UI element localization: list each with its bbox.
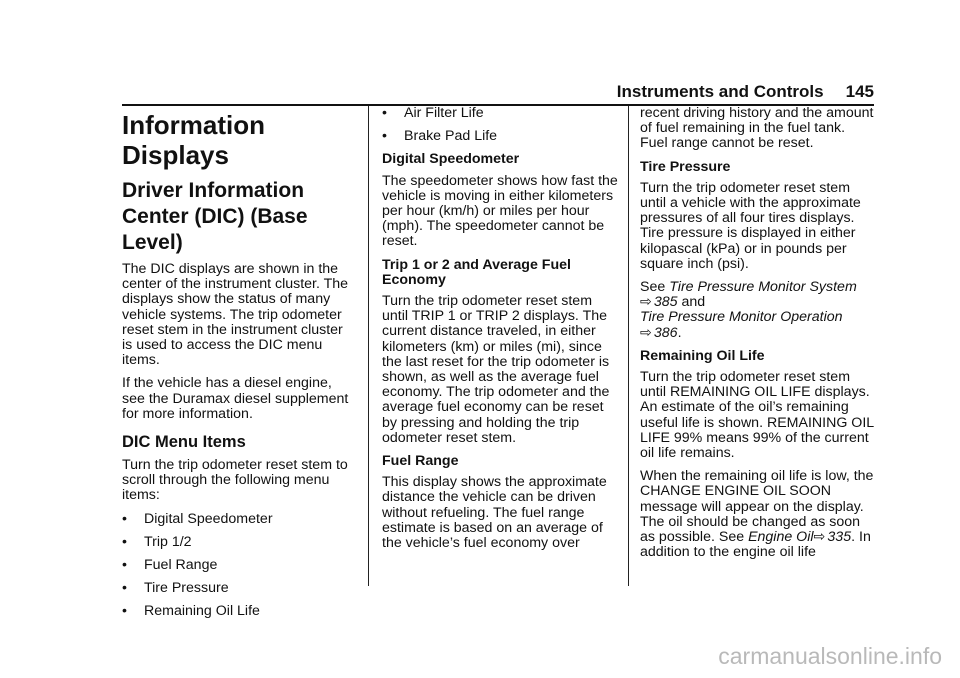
xref-tire-pressure-monitor-system[interactable]: Tire Pressure Monitor System [669, 279, 857, 296]
menu-items-list-continued [382, 106, 620, 144]
topic-heading: Trip 1 or 2 and Average Fuel Economy [382, 256, 571, 288]
xref-page-link[interactable]: 386 [653, 324, 678, 341]
page-title: Information Displays [122, 110, 265, 170]
topic-heading: Tire Pressure [640, 158, 731, 175]
paragraph: Turn the trip odometer reset stem to scroll through the following menu items: [122, 457, 348, 504]
watermark: carmanualsonline.info [718, 643, 942, 669]
section-heading: Driver Information Center (DIC) (Base Level) [122, 179, 308, 254]
list-item: • Brake Pad Life [382, 128, 498, 145]
column-divider [368, 106, 369, 586]
bullet: • [122, 603, 127, 620]
bullet: • [382, 128, 387, 145]
section-title: Instruments and Controls [616, 82, 824, 101]
page-header [617, 82, 874, 102]
cross-reference-paragraph: See Tire Pressure Monitor System ⇨ 385 and Tire Pressure Monitor Operation ⇨ 386. [640, 279, 857, 341]
list-item: • Tire Pressure [122, 580, 229, 597]
list-item: • Fuel Range [122, 557, 218, 574]
bullet: • [122, 510, 127, 527]
list-item: • Digital Speedometer [122, 510, 273, 527]
paragraph: The DIC displays are shown in the center of the instrument cluster. The displays show the status of many vehicle systems. The trip odometer reset stem in the instrument cluster is used to access the DIC menu items. [122, 261, 349, 369]
list-item: • Air Filter Life [382, 105, 484, 121]
topic-heading: Remaining Oil Life [640, 347, 765, 364]
xref-page-link[interactable]: 385 [653, 294, 678, 311]
paragraph: If the vehicle has a diesel engine, see the Duramax diesel supplement for more information. [122, 375, 349, 422]
paragraph: The speedometer shows how fast the vehicle is moving in either kilometers per hour (km/h) or miles per hour (mph). The speedometer cannot be reset. [382, 172, 618, 250]
paragraph: Turn the trip odometer reset stem until a vehicle with the approximate pressures of all four tires displays. Tire pressure is displayed in either kilopascal (kPa) or in pounds per square inch (psi). [640, 179, 861, 272]
page-ref-arrow-icon: ⇨ [640, 294, 652, 311]
page-number: 145 [845, 82, 874, 101]
subsection-heading: DIC Menu Items [122, 433, 246, 452]
column-divider [628, 106, 629, 586]
column-1 [122, 106, 356, 628]
column-3 [640, 106, 876, 568]
topic-heading: Digital Speedometer [382, 151, 520, 168]
page-ref-arrow-icon: ⇨ [640, 324, 652, 341]
xref-engine-oil[interactable]: Engine Oil [748, 529, 814, 546]
xref-page-link[interactable]: 335 [827, 529, 852, 546]
paragraph: When the remaining oil life is low, the CHANGE ENGINE OIL SOON message will appear on the display. The oil should be changed as soon as possible. See Engine Oil⇨ 335. In addition to the engine oil life [640, 468, 874, 561]
list-item: • Remaining Oil Life [122, 603, 260, 620]
paragraph: Turn the trip odometer reset stem until REMAINING OIL LIFE displays. An estimate of the oil’s remaining useful life is shown. REMAINING OIL LIFE 99% means 99% of the current oil life remains. [640, 369, 874, 462]
paragraph: This display shows the approximate distance the vehicle can be driven without refueling. The fuel range estimate is based on an average of the vehicle’s fuel economy over [382, 474, 607, 552]
bullet: • [122, 580, 127, 597]
bullet: • [122, 533, 127, 550]
menu-items-list [122, 512, 356, 620]
paragraph: recent driving history and the amount of fuel remaining in the fuel tank. Fuel range cannot be reset. [640, 105, 874, 152]
topic-heading: Fuel Range [382, 453, 459, 470]
bullet: • [382, 105, 387, 121]
xref-tire-pressure-monitor-operation[interactable]: Tire Pressure Monitor Operation [640, 309, 843, 326]
list-item: • Trip 1/2 [122, 533, 192, 550]
page-ref-arrow-icon: ⇨ [813, 529, 826, 546]
paragraph: Turn the trip odometer reset stem until TRIP 1 or TRIP 2 displays. The current distance traveled, in either kilometers (km) or miles (mi), since the last reset for the trip odometer is shown, as well as the average fuel economy. The trip odometer and the average fuel economy can be reset by pressing and holding the trip odometer reset stem. [382, 293, 610, 446]
bullet: • [122, 557, 127, 574]
column-2 [382, 106, 620, 559]
